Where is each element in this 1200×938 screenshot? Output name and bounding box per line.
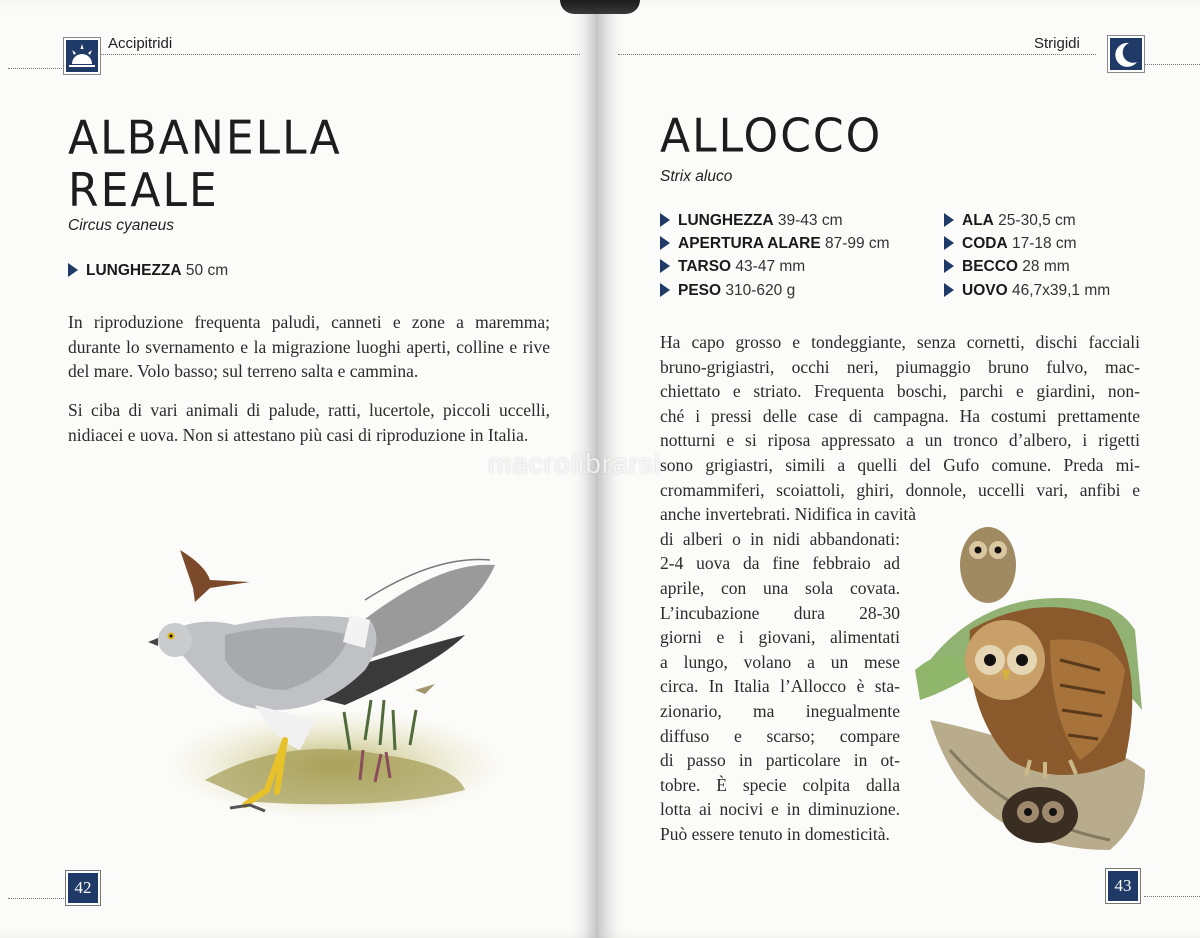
body-line: 2-4 uova da fine febbraio ad — [660, 553, 900, 574]
body-line: sono grigiastri, simili a quelli del Gufo comune. Preda mi- — [660, 455, 1140, 475]
header-rule — [1144, 64, 1200, 65]
crescent-moon-icon — [1108, 36, 1144, 72]
stat-becco — [944, 258, 1070, 276]
book-spine — [560, 0, 640, 14]
stat-value: 43-47 mm — [735, 258, 806, 275]
body-line: cromammiferi, scoiattoli, ghiri, donnole, uccelli vari, anfibi e — [660, 479, 1140, 500]
stat-lunghezza — [660, 212, 843, 230]
stat-label: TARSO — [678, 258, 732, 275]
bullet-triangle-icon — [660, 259, 670, 273]
body-line: tobre. È specie colpita dalla — [660, 774, 900, 795]
stat-apertura-alare — [660, 235, 890, 253]
body-line: giorni e i giovani, alimentati — [660, 627, 900, 648]
stat-tarso — [660, 258, 805, 276]
stat-value: 28 mm — [1022, 258, 1070, 275]
stat-value: 310-620 g — [725, 282, 796, 299]
stat-value: 17-18 cm — [1011, 235, 1077, 252]
body-line: ché i pressi delle case di campagna. Ha costumi prettamente — [660, 405, 1140, 426]
species-title: ALLOCCO — [660, 109, 883, 164]
bullet-triangle-icon — [944, 236, 954, 250]
body-line: aprile, con una sola covata. — [660, 578, 900, 598]
stat-label: PESO — [678, 282, 722, 299]
paragraph: Si ciba di vari animali di palude, ratti, lucertole, piccoli uccelli, nidiacei e uova. Non si attestano più casi di riproduzione in Italia. — [68, 400, 550, 445]
body-line: anche invertebrati. Nidifica in cavità — [660, 504, 917, 525]
stat-value: 25-30,5 cm — [998, 212, 1076, 229]
species-title — [68, 113, 342, 218]
scientific-name: Circus cyaneus — [68, 217, 174, 234]
right-page — [598, 0, 1200, 938]
stat-value: 50 cm — [185, 262, 229, 279]
stat-label: CODA — [962, 235, 1008, 252]
page-number: 42 — [66, 871, 100, 905]
stat-value: 46,7x39,1 mm — [1011, 282, 1111, 299]
bullet-triangle-icon — [944, 283, 954, 297]
header-rule — [8, 68, 66, 69]
scientific-name: Strix aluco — [660, 168, 733, 185]
stat-label: BECCO — [962, 258, 1018, 275]
stat-uovo — [944, 282, 1110, 300]
stat-label: LUNGHEZZA — [678, 212, 774, 229]
footer-rule — [8, 898, 66, 899]
stat-ala — [944, 212, 1076, 230]
body-line: a lungo, volano a un mese — [660, 651, 900, 672]
body-line: bruno-grigiastri, occhi neri, piumaggio bruno fulvo, mac- — [660, 356, 1140, 377]
footer-rule — [1144, 896, 1200, 897]
body-line: di alberi o in nidi abbandonati: — [660, 528, 900, 549]
body-line: notturni e si riposa appressato a un tronco d’albero, i rigetti — [660, 430, 1140, 451]
bullet-triangle-icon — [68, 263, 78, 277]
stat-peso — [660, 282, 795, 300]
bullet-triangle-icon — [944, 213, 954, 227]
sun-horizon-icon — [64, 38, 100, 74]
stat-label: LUNGHEZZA — [86, 262, 182, 279]
body-line: diffuso e scarso; compare — [660, 725, 900, 746]
stat-coda — [944, 235, 1077, 253]
body-line: circa. In Italia l’Allocco è sta- — [660, 676, 900, 697]
section-label: Accipitridi — [108, 35, 173, 52]
header-rule — [618, 54, 1096, 55]
tawny-owl-illustration — [910, 520, 1150, 860]
body-line: di passo in particolare in ot- — [660, 750, 900, 771]
header-rule — [100, 54, 580, 55]
stat-value: 39-43 cm — [777, 212, 843, 229]
bullet-triangle-icon — [944, 259, 954, 273]
body-line: zionario, ma inegualmente — [660, 701, 900, 721]
stat-lunghezza — [68, 262, 228, 280]
page-number: 43 — [1106, 869, 1140, 903]
stat-label: UOVO — [962, 282, 1008, 299]
body-line: chiettato e striato. Frequenta boschi, parchi e giardini, non- — [660, 381, 1140, 402]
title-line-2: REALE — [68, 163, 219, 218]
watermark: macrolibrarsi — [488, 448, 662, 479]
stat-value: 87-99 cm — [824, 235, 890, 252]
hen-harrier-illustration — [135, 540, 505, 830]
body-line: Ha capo grosso e tondeggiante, senza cornetti, dischi facciali — [660, 332, 1140, 352]
paragraph: In riproduzione frequenta paludi, canneti e zone a maremma; durante lo svernamento e la migrazione luoghi aperti, colline e rive del mare. Volo basso; sul terreno salta e cammina. — [68, 312, 550, 381]
bullet-triangle-icon — [660, 213, 670, 227]
bullet-triangle-icon — [660, 283, 670, 297]
bullet-triangle-icon — [660, 236, 670, 250]
stat-label: ALA — [962, 212, 994, 229]
body-line: Può essere tenuto in domesticità. — [660, 824, 890, 844]
title-line-1: ALBANELLA — [68, 111, 342, 165]
body-line: lotta ai nocivi e in diminuzione. — [660, 799, 900, 820]
stat-label: APERTURA ALARE — [678, 235, 821, 252]
section-label: Strigidi — [1034, 35, 1080, 52]
body-line: L’incubazione dura 28-30 — [660, 602, 900, 623]
